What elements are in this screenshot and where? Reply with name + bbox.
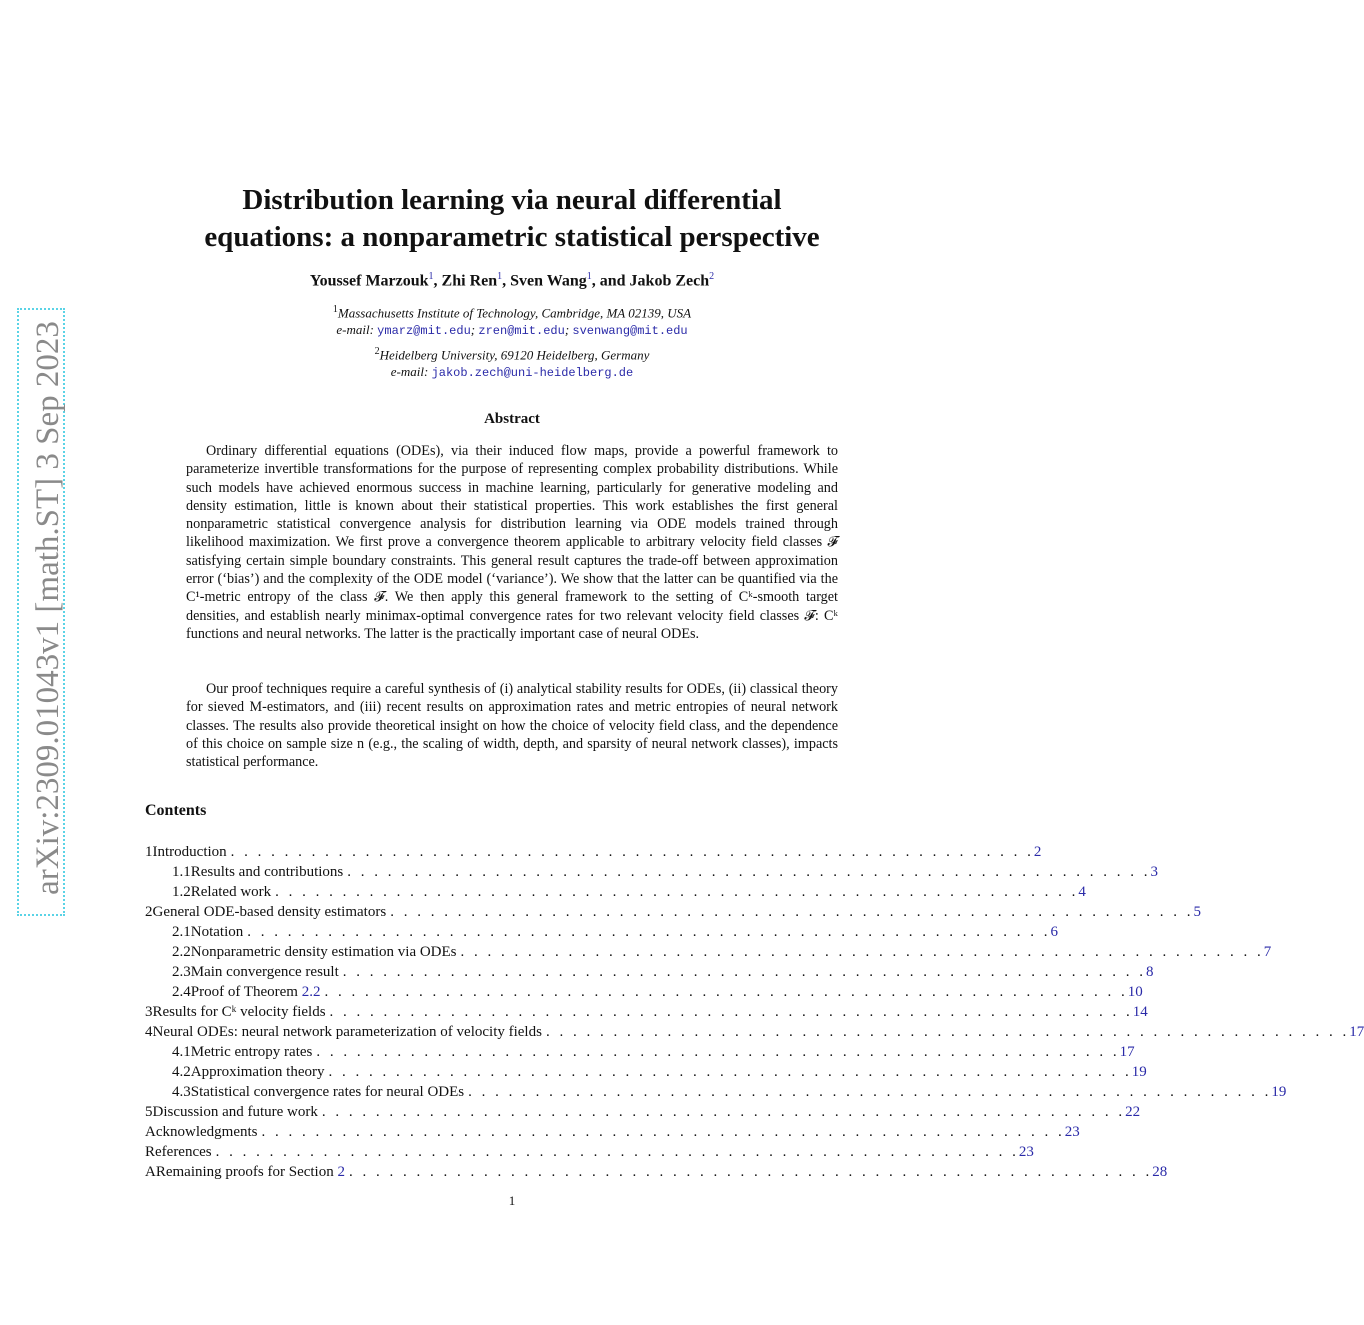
toc-entry-title <box>145 1142 216 1162</box>
toc-entry[interactable] <box>145 842 1042 862</box>
contents-heading: Contents <box>145 802 207 819</box>
abstract-paragraph-2: Our proof techniques require a careful synthesis of (i) analytical stability results for ODEs, (ii) classical theory for sieved M-estimators, and (iii) recent results on approximation rates and metric entropies of neural network classes. The results also provide theoretical insight on how the choice of velocity field class, and the dependence of this choice on sample size n (e.g., the scaling of width, depth, and sparsity of neural network classes), impacts statistical performance. <box>186 681 838 771</box>
author-3: Sven Wang <box>510 272 587 290</box>
toc-entry[interactable] <box>145 1002 1148 1022</box>
toc-entry-title-text: Proof of Theorem <box>190 984 298 1000</box>
affiliation-2-email-label: e-mail: <box>390 364 429 380</box>
toc-leader-dots: . . . . . . . . . . . . . . . . . . . . . . . . . . . . . . . . . . . . . . . . . . . . . . . . . . . . . . . . . . . . <box>460 944 1264 960</box>
toc-entry-page[interactable]: 17 <box>1119 1044 1135 1060</box>
email-link[interactable]: zren@mit.edu <box>478 324 565 339</box>
author-1: Youssef Marzouk <box>309 272 429 290</box>
toc-entry-number: 3 <box>145 1004 153 1020</box>
author-2: Zhi Ren <box>441 272 498 290</box>
toc-entry-title-text: Metric entropy rates <box>190 1044 313 1060</box>
author-2-affil[interactable]: 1 <box>497 271 503 282</box>
toc-entry-title <box>145 1122 261 1142</box>
toc-entry[interactable] <box>145 1122 1080 1142</box>
toc-entry-title-text: Notation <box>190 924 244 940</box>
toc-entry-title <box>191 982 325 1002</box>
toc-entry-title <box>191 1042 317 1062</box>
toc-entry-number: 1 <box>145 844 153 860</box>
toc-entry-page[interactable]: 4 <box>1078 884 1086 900</box>
toc-entry-page[interactable]: 2 <box>1033 844 1042 860</box>
toc-entry-title-text: Introduction <box>152 844 227 860</box>
toc-leader-dots: . . . . . . . . . . . . . . . . . . . . . . . . . . . . . . . . . . . . . . . . . . . . . . . . . . . . . . . . . . . . <box>342 964 1147 980</box>
title-line-2: equations: a nonparametric statistical perspective <box>204 221 820 253</box>
toc-entry-title <box>191 1062 329 1082</box>
author-4: and Jakob Zech <box>599 272 710 290</box>
affiliation-1: $^1$Massachusetts Institute of Technology, Cambridge, MA 02139, USA e-mail: ymarz@mit.edu; zren@mit.edu; svenwang@mit.edu <box>332 304 692 339</box>
toc-entry-page[interactable]: 19 <box>1271 1084 1287 1100</box>
toc-entry-number: 1.2 <box>172 884 191 900</box>
toc-entry-title-text: References <box>145 1144 212 1160</box>
toc-entry-number: 2.4 <box>172 984 191 1000</box>
toc-entry-page[interactable]: 7 <box>1263 944 1272 960</box>
toc-entry[interactable] <box>145 922 1058 942</box>
toc-entry-number: 4.1 <box>172 1044 191 1060</box>
toc-entry[interactable] <box>145 1082 1287 1102</box>
author-1-affil[interactable]: 1 <box>428 271 434 282</box>
toc-entry-title <box>153 1102 322 1122</box>
toc-entry[interactable] <box>145 982 1143 1002</box>
toc-leader-dots: . . . . . . . . . . . . . . . . . . . . . . . . . . . . . . . . . . . . . . . . . . . . . . . . . . . . . . . . . . . . <box>275 884 1079 900</box>
toc-entry-page[interactable]: 19 <box>1131 1064 1147 1080</box>
arxiv-stamp: arXiv:2309.01043v1 [math.ST] 3 Sep 2023 <box>30 321 66 895</box>
toc-entry-number: 2.2 <box>172 944 191 960</box>
page-number: 1 <box>508 1193 516 1208</box>
toc-leader-dots: . . . . . . . . . . . . . . . . . . . . . . . . . . . . . . . . . . . . . . . . . . . . . . . . . . . . . . . . . . . . <box>390 904 1194 920</box>
toc-entry[interactable] <box>145 962 1154 982</box>
toc-entry-title-text: Main convergence result <box>190 964 339 980</box>
toc-entry-number: 4 <box>145 1024 153 1040</box>
toc-entry-page[interactable]: 23 <box>1064 1124 1080 1140</box>
toc-entry[interactable] <box>145 882 1086 902</box>
title-line-1: Distribution learning via neural differential <box>242 184 782 216</box>
toc-entry-title <box>153 842 231 862</box>
toc-leader-dots: . . . . . . . . . . . . . . . . . . . . . . . . . . . . . . . . . . . . . . . . . . . . . . . . . . . . . . . . . . . . <box>468 1084 1272 1100</box>
toc-entry-title-text: Neural ODEs: neural network parameterization of velocity fields <box>152 1024 542 1040</box>
toc-leader-dots: . . . . . . . . . . . . . . . . . . . . . . . . . . . . . . . . . . . . . . . . . . . . . . . . . . . . . . . . . . . . <box>230 844 1034 860</box>
toc-leader-dots: . . . . . . . . . . . . . . . . . . . . . . . . . . . . . . . . . . . . . . . . . . . . . . . . . . . . . . . . . . . . <box>328 1064 1132 1080</box>
toc-entry-number: 5 <box>145 1104 153 1120</box>
toc-leader-dots: . . . . . . . . . . . . . . . . . . . . . . . . . . . . . . . . . . . . . . . . . . . . . . . . . . . . . . . . . . . . <box>321 1104 1126 1120</box>
email-link[interactable]: ymarz@mit.edu <box>377 324 471 339</box>
toc-entry-number: 4.3 <box>172 1084 191 1100</box>
toc-entry-number: 1.1 <box>172 864 191 880</box>
abstract-heading: Abstract <box>484 411 540 427</box>
author-4-affil[interactable]: 2 <box>709 271 715 282</box>
toc-entry-title-text: Results and contributions <box>190 864 344 880</box>
affiliation-2 <box>140 343 884 382</box>
toc-entry-title <box>191 942 461 962</box>
toc-leader-dots: . . . . . . . . . . . . . . . . . . . . . . . . . . . . . . . . . . . . . . . . . . . . . . . . . . . . . . . . . . . . <box>215 1144 1019 1160</box>
affiliation-2-sup: 2 <box>374 346 380 357</box>
toc-entry-title-text: Discussion and future work <box>152 1104 318 1120</box>
email-link[interactable]: jakob.zech@uni-heidelberg.de <box>431 366 634 381</box>
toc-entry[interactable] <box>145 862 1158 882</box>
email-link[interactable]: svenwang@mit.edu <box>572 324 688 339</box>
toc-entry-title-text: Related work <box>190 884 272 900</box>
toc-entry[interactable] <box>145 1102 1141 1122</box>
toc-entry[interactable] <box>145 1042 1135 1062</box>
toc-leader-dots: . . . . . . . . . . . . . . . . . . . . . . . . . . . . . . . . . . . . . . . . . . . . . . . . . . . . . . . . . . . . <box>316 1044 1120 1060</box>
toc-entry-page[interactable]: 14 <box>1132 1004 1148 1020</box>
toc-entry-page[interactable]: 6 <box>1050 924 1058 940</box>
toc-entry-title <box>153 1022 546 1042</box>
toc-entry[interactable] <box>145 1162 1168 1182</box>
toc-entry-title-text: Results for Cᵏ velocity fields <box>152 1004 326 1020</box>
toc-entry-number: 4.2 <box>172 1064 191 1080</box>
toc-entry-page[interactable]: 28 <box>1152 1164 1168 1180</box>
toc-entry-title-text: General ODE-based density estimators <box>152 904 387 920</box>
author-3-affil[interactable]: 1 <box>586 271 592 282</box>
affiliation-1-sup: 1 <box>332 304 338 315</box>
toc-entry-title <box>191 862 348 882</box>
toc-entry-page[interactable]: 23 <box>1018 1144 1034 1160</box>
affiliation-1-line: Massachusetts Institute of Technology, Cambridge, MA 02139, USA <box>337 305 692 321</box>
toc-entry-title <box>191 882 275 902</box>
toc-entry-title-text: Remaining proofs for Section <box>155 1164 334 1180</box>
toc-entry-title-text: Acknowledgments <box>145 1124 258 1140</box>
toc-leader-dots: . . . . . . . . . . . . . . . . . . . . . . . . . . . . . . . . . . . . . . . . . . . . . . . . . . . . . . . . . . . . <box>261 1124 1065 1140</box>
toc-entry-page[interactable]: 5 <box>1193 904 1201 920</box>
toc-entry-title <box>191 922 248 942</box>
toc-leader-dots: . . . . . . . . . . . . . . . . . . . . . . . . . . . . . . . . . . . . . . . . . . . . . . . . . . . . . . . . . . . . <box>347 864 1151 880</box>
affiliation-2-line: Heidelberg University, 69120 Heidelberg, Germany <box>379 347 650 363</box>
toc-entry-title <box>191 1082 468 1102</box>
toc-entry-title <box>153 1002 330 1022</box>
toc-leader-dots: . . . . . . . . . . . . . . . . . . . . . . . . . . . . . . . . . . . . . . . . . . . . . . . . . . . . . . . . . . . . <box>329 1004 1133 1020</box>
toc-entry-crossref[interactable]: 2 <box>337 1164 345 1180</box>
toc-leader-dots: . . . . . . . . . . . . . . . . . . . . . . . . . . . . . . . . . . . . . . . . . . . . . . . . . . . . . . . . . . . . <box>247 924 1051 940</box>
toc-entry-number: 2.3 <box>172 964 191 980</box>
toc-entry-number: 2.1 <box>172 924 191 940</box>
toc-entry-page[interactable]: 17 <box>1349 1024 1364 1040</box>
paper-title <box>140 182 884 256</box>
toc-entry[interactable] <box>145 1142 1034 1162</box>
toc-entry-page[interactable]: 10 <box>1127 984 1143 1000</box>
toc-entry-page[interactable]: 3 <box>1150 864 1158 880</box>
toc-entry-number: 2 <box>145 904 153 920</box>
abstract-paragraph-1: Ordinary differential equations (ODEs), via their induced flow maps, provide a powerful framework to parameterize invertible transformations for the purpose of representing complex probability distributions. While such models have achieved enormous success in machine learning, particularly for generative modeling and density estimation, little is known about their statistical properties. This work establishes the first general nonparametric statistical convergence analysis for distribution learning via ODE models trained through likelihood maximization. We first prove a convergence theorem applicable to arbitrary velocity field classes 𝓕 satisfying certain simple boundary constraints. This general result captures the trade-off between approximation error (‘bias’) and the complexity of the ODE model (‘variance’). We show that the latter can be quantified via the C¹-metric entropy of the class 𝓕. We then apply this general framework to the setting of Cᵏ-smooth target densities, and establish nearly minimax-optimal convergence rates for two relevant velocity field classes 𝓕: Cᵏ functions and neural networks. The latter is the practically important case of neural ODEs. <box>186 443 838 642</box>
toc-entry-number: A <box>145 1164 156 1180</box>
toc-entry-title-text: Nonparametric density estimation via ODEs <box>190 944 457 960</box>
toc-entry[interactable] <box>145 942 1272 962</box>
toc-entry[interactable] <box>145 902 1201 922</box>
toc-entry-title <box>191 962 343 982</box>
toc-entry-title <box>156 1162 349 1182</box>
toc-entry-crossref[interactable]: 2.2 <box>301 984 321 1000</box>
toc-leader-dots: . . . . . . . . . . . . . . . . . . . . . . . . . . . . . . . . . . . . . . . . . . . . . . . . . . . . . . . . . . . . <box>348 1164 1153 1180</box>
toc-entry-title <box>153 902 391 922</box>
toc-entry-title-text: Approximation theory <box>190 1064 325 1080</box>
toc-entry[interactable] <box>145 1062 1147 1082</box>
author-list: Youssef Marzouk$^1$, Zhi Ren$^1$, Sven Wang$^1$, and Jakob Zech$^2$ <box>309 271 715 290</box>
toc-entry[interactable] <box>145 1022 1364 1042</box>
toc-entry-page[interactable]: 8 <box>1146 964 1154 980</box>
toc-entry-title-text: Statistical convergence rates for neural ODEs <box>190 1084 465 1100</box>
toc-leader-dots: . . . . . . . . . . . . . . . . . . . . . . . . . . . . . . . . . . . . . . . . . . . . . . . . . . . . . . . . . . . . <box>324 984 1128 1000</box>
toc-entry-page[interactable]: 22 <box>1125 1104 1141 1120</box>
toc-leader-dots: . . . . . . . . . . . . . . . . . . . . . . . . . . . . . . . . . . . . . . . . . . . . . . . . . . . . . . . . . . . . <box>545 1024 1350 1040</box>
affiliation-1-email-label: e-mail: <box>336 322 374 338</box>
